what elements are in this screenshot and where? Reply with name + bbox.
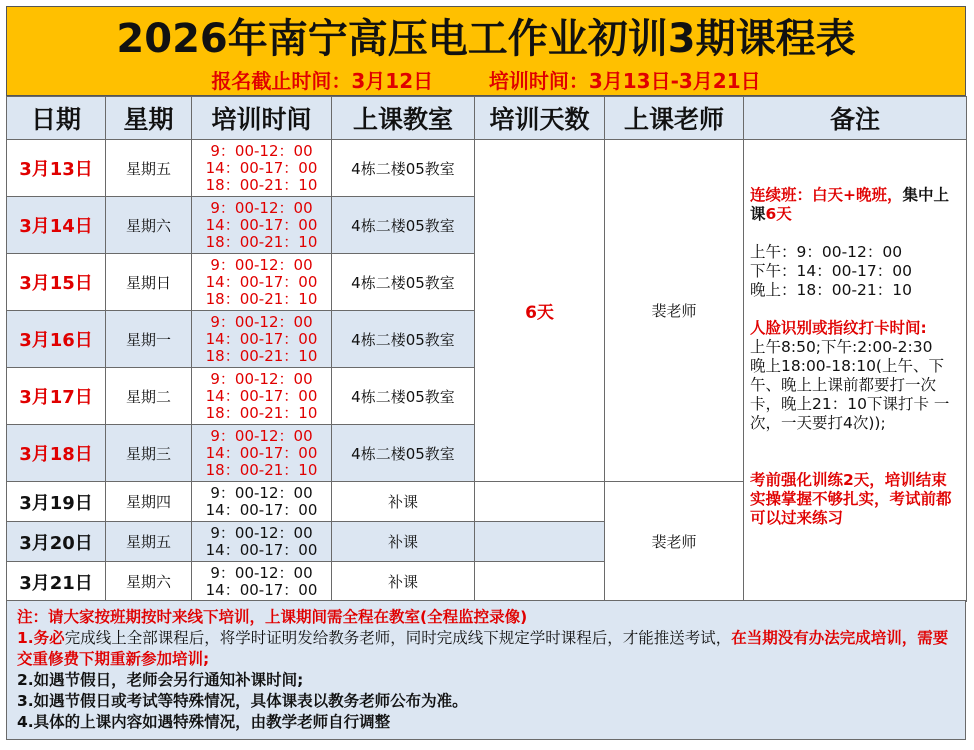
notes-section	[6, 600, 966, 740]
time-slot: 9：00-12：00	[210, 523, 313, 542]
time-slot: 9：00-12：00	[210, 198, 313, 217]
date-cell: 3月17日	[7, 368, 106, 425]
room-cell: 补课	[332, 562, 475, 602]
time-slot: 14：00-17：00	[205, 329, 318, 348]
checkin-title: 人脸识别或指纹打卡时间:	[750, 319, 927, 337]
col-header-date: 日期	[7, 97, 106, 140]
weekday-cell: 星期五	[106, 522, 192, 562]
note-item-1: 1.务必完成线上全部课程后，将学时证明发给教务老师，同时完成线下规定学时课程后，才能推送考试，在当期没有办法完成培训，需要交重修费下期重新参加培训;	[17, 629, 949, 668]
time-slot: 9：00-12：00	[210, 483, 313, 502]
time-slot: 9：00-12：00	[210, 255, 313, 274]
weekday-cell: 星期二	[106, 368, 192, 425]
col-header-time: 培训时间	[192, 97, 332, 140]
enrollment-dates: 报名截止时间：3月12日 培训时间：3月13日-3月21日	[211, 69, 761, 93]
time-slot: 14：00-17：00	[205, 386, 318, 405]
time-cell	[192, 311, 332, 368]
room-cell: 4栋二楼05教室	[332, 254, 475, 311]
room-cell: 4栋二楼05教室	[332, 425, 475, 482]
remarks-cell	[744, 140, 967, 602]
time-slot: 14：00-17：00	[205, 443, 318, 462]
col-header-weekday: 星期	[106, 97, 192, 140]
room-cell: 4栋二楼05教室	[332, 311, 475, 368]
time-slot: 9：00-12：00	[210, 141, 313, 160]
room-cell: 4栋二楼05教室	[332, 197, 475, 254]
header-row	[7, 97, 967, 140]
time-slot: 18：00-21：10	[205, 175, 318, 194]
time-slot: 14：00-17：00	[205, 500, 318, 519]
time-slot: 9：00-12：00	[210, 563, 313, 582]
col-header-days: 培训天数	[475, 97, 605, 140]
checkin-line2: 晚上18:00-18:10(上午、下午、晚上上课前都要打一次卡，晚上21：10下课打卡 一次，一天要打4次));	[750, 357, 950, 432]
time-cell	[192, 425, 332, 482]
room-cell: 4栋二楼05教室	[332, 140, 475, 197]
time-slot: 14：00-17：00	[205, 272, 318, 291]
time-slot: 9：00-12：00	[210, 426, 313, 445]
date-cell: 3月18日	[7, 425, 106, 482]
time-slot: 14：00-17：00	[205, 580, 318, 599]
note-item-4: 4.具体的上课内容如遇特殊情况，由教学老师自行调整	[17, 713, 391, 731]
date-cell: 3月20日	[7, 522, 106, 562]
title-banner	[6, 6, 966, 96]
weekday-cell: 星期六	[106, 562, 192, 602]
time-slot: 14：00-17：00	[205, 540, 318, 559]
date-cell: 3月21日	[7, 562, 106, 602]
time-cell	[192, 482, 332, 522]
class-type-note: 连续班：白天+晚班，集中上课6天	[750, 186, 950, 223]
time-cell	[192, 254, 332, 311]
weekday-cell: 星期三	[106, 425, 192, 482]
col-header-remarks: 备注	[744, 97, 967, 140]
room-cell: 补课	[332, 482, 475, 522]
time-slot: 14：00-17：00	[205, 158, 318, 177]
time-slot: 18：00-21：10	[205, 346, 318, 365]
time-slot: 18：00-21：10	[205, 460, 318, 479]
note-item-2: 2.如遇节假日，老师会另行通知补课时间;	[17, 671, 304, 689]
time-slot: 18：00-21：10	[205, 403, 318, 422]
time-slot: 18：00-21：10	[205, 289, 318, 308]
exam-prep-note: 考前强化训练2天，培训结束实操掌握不够扎实，考试前都可以过来练习	[750, 471, 952, 527]
table-row	[7, 140, 967, 197]
time-cell	[192, 140, 332, 197]
schedule-table	[6, 96, 967, 602]
date-cell: 3月13日	[7, 140, 106, 197]
training-days-cell: 6天	[475, 140, 605, 482]
note-item-3: 3.如遇节假日或考试等特殊情况，具体课表以教务老师公布为准。	[17, 692, 468, 710]
weekday-cell: 星期五	[106, 140, 192, 197]
teacher-cell: 裴老师	[605, 140, 744, 482]
time-slot: 14：00-17：00	[205, 215, 318, 234]
page-title: 2026年南宁高压电工作业初训3期课程表	[116, 16, 856, 62]
time-cell	[192, 197, 332, 254]
col-header-teacher: 上课老师	[605, 97, 744, 140]
time-slot: 9：00-12：00	[210, 369, 313, 388]
date-cell: 3月14日	[7, 197, 106, 254]
weekday-cell: 星期六	[106, 197, 192, 254]
col-header-room: 上课教室	[332, 97, 475, 140]
time-cell	[192, 562, 332, 602]
makeup-teacher-cell: 裴老师	[605, 482, 744, 602]
time-slot: 9：00-12：00	[210, 312, 313, 331]
training-days-cell-empty	[475, 482, 605, 522]
afternoon-time: 下午：14：00-17：00	[750, 262, 912, 280]
date-cell: 3月15日	[7, 254, 106, 311]
date-cell: 3月19日	[7, 482, 106, 522]
time-cell	[192, 522, 332, 562]
morning-time: 上午：9：00-12：00	[750, 243, 903, 261]
weekday-cell: 星期日	[106, 254, 192, 311]
training-days-cell-empty	[475, 522, 605, 562]
room-cell: 补课	[332, 522, 475, 562]
date-cell: 3月16日	[7, 311, 106, 368]
note-intro: 注：请大家按班期按时来线下培训，上课期间需全程在教室(全程监控录像)	[17, 608, 528, 626]
weekday-cell: 星期四	[106, 482, 192, 522]
checkin-line1: 上午8:50;下午:2:00-2:30	[750, 338, 933, 356]
weekday-cell: 星期一	[106, 311, 192, 368]
training-days-cell-empty	[475, 562, 605, 602]
time-slot: 18：00-21：10	[205, 232, 318, 251]
time-cell	[192, 368, 332, 425]
room-cell: 4栋二楼05教室	[332, 368, 475, 425]
evening-time: 晚上：18：00-21：10	[750, 281, 912, 299]
